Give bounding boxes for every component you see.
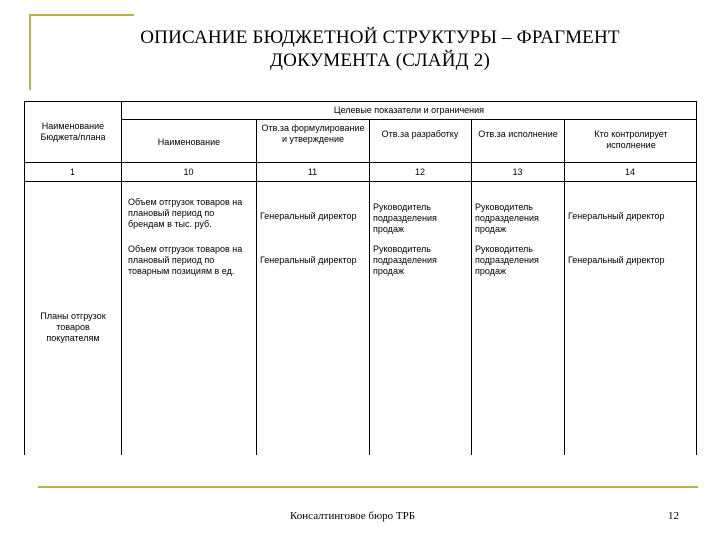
plan-name: Планы отгрузок товаров покупателям xyxy=(40,311,106,343)
row2-approve: Генеральный директор xyxy=(260,255,357,265)
col-number-11: 11 xyxy=(307,167,318,177)
footer-line xyxy=(38,486,698,488)
group-header: Целевые показатели и ограничения xyxy=(333,105,485,115)
header-budget-name: Наименование Бюджета/плана xyxy=(40,121,106,142)
row1-develop: Руководитель подразделения продаж xyxy=(373,202,437,234)
table-left-border xyxy=(24,101,25,455)
row1-control: Генеральный директор xyxy=(568,211,665,221)
row2-execute: Руководитель подразделения продаж xyxy=(475,244,539,276)
col-divider-1 xyxy=(121,101,122,455)
header-name: Наименование xyxy=(157,137,221,147)
page-title xyxy=(60,26,700,72)
header-bottom-line xyxy=(24,162,697,163)
group-header-underline xyxy=(121,119,697,120)
header-execute: Отв.за исполнение xyxy=(478,129,558,139)
title-line-2: ДОКУМЕНТА (СЛАЙД 2) xyxy=(270,50,490,71)
frame-left-line xyxy=(29,14,31,90)
header-approve: Отв.за формулирование и утверждение xyxy=(261,123,365,144)
page-number: 12 xyxy=(668,510,679,522)
frame-top-line xyxy=(29,14,134,16)
col-number-13: 13 xyxy=(512,167,523,177)
col-number-14: 14 xyxy=(624,167,635,177)
footer-company: Консалтинговое бюро ТРБ xyxy=(290,510,416,522)
header-develop: Отв.за разработку xyxy=(381,129,459,139)
col-number-12: 12 xyxy=(414,167,425,177)
row1-approve: Генеральный директор xyxy=(260,211,357,221)
row1-execute: Руководитель подразделения продаж xyxy=(475,202,539,234)
table-right-border xyxy=(696,101,697,455)
col-number-10: 10 xyxy=(183,167,194,177)
row2-develop: Руководитель подразделения продаж xyxy=(373,244,437,276)
row2-control: Генеральный директор xyxy=(568,255,665,265)
header-control: Кто контролирует исполнение xyxy=(594,129,668,150)
col-number-1: 1 xyxy=(69,167,75,177)
numbers-bottom-line xyxy=(24,181,697,182)
row2-indicator: Объем отгрузок товаров на плановый период по товарным позициям в ед. xyxy=(128,244,243,276)
row1-indicator: Объем отгрузок товаров на плановый период по брендам в тыс. руб. xyxy=(128,197,243,229)
table-top-border xyxy=(24,101,697,102)
title-line-1: ОПИСАНИЕ БЮДЖЕТНОЙ СТРУКТУРЫ – ФРАГМЕНТ xyxy=(140,27,620,48)
